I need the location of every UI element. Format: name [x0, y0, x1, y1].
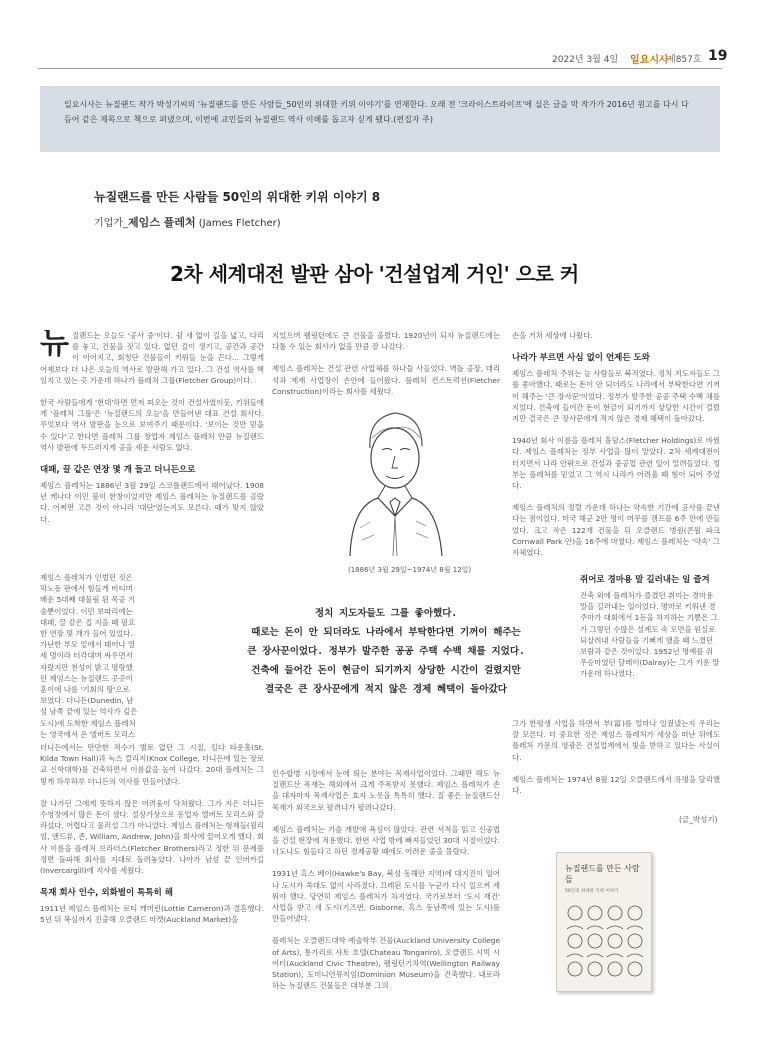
col1c-paragraph-1: 더니든에서는 만만한 적수가 별로 없던 그 시절, 킬다 타운홀(St. Kilda Town Hall)과 녹스 컬리지(Knox College, 더니든에 있는 장로교 신학대학)를 건축하면서 이름값을 높여 나갔다. 20대 플레처는 그렇게 하루하루 더니든의 역사를 만들어냈다. [40, 743, 264, 786]
article-headline: 2차 세계대전 발판 삼아 '건설업계 거인' 으로 커 [170, 262, 579, 286]
col3b-paragraph-2: 제임스 플레처는 1974년 8월 12일 오클랜드에서 유명을 달리했다. [512, 774, 720, 796]
section-heading-3: 나라가 부르면 사심 없이 언제든 도와 [512, 353, 650, 364]
book-subtitle: 50인의 위대한 키위 이야기 [565, 889, 619, 894]
byline-prefix: 기업가_ [94, 218, 128, 229]
drop-cap: 뉴 [40, 330, 69, 361]
portrait-caption: (1886년 3월 29일~1974년 8월 12일) [348, 566, 472, 574]
series-subtitle: 뉴질랜드를 만든 사람들 50인의 위대한 키위 이야기 8 [94, 190, 381, 204]
article-column-3-lower [512, 718, 720, 814]
col2b-paragraph-3: 1931년 혹스 베이(Hawke's Bay, 북섬 동해안 지역)에 대지진이 일어나 도시가 쑥대도 없이 사라졌다. 끄레된 도시를 누군가 다시 일으켜 세워야 했다. 당연히 제임스 플레처가 차지였다. 국가로부터 '도시 재건' 사업을 받고 새 도시(기즈번, Gisborne, 혹스 동남쪽에 있는 도시)를 만들어냈다. [272, 869, 500, 924]
article-column-2-lower [272, 768, 500, 1038]
col3-paragraph-2: 1940년 회사 이름을 플레처 홀딩스(Fletcher Holdings)로 바꿨다. 제임스 플레처는 정부 사업을 많이 맡았다. 2차 세계대전이 터지면서 나라 안팎으로 건설과 중공업 관련 일이 밀려들었다. 정부는 플레처를 믿었고 그 역시 나라가 어려울 때 힘이 되어 주었다. [512, 436, 720, 491]
issue-number: 제857호 [667, 55, 702, 65]
col1-paragraph-1: 질랜드는 오늘도 '공사 중'이다. 쉼 새 없이 길을 넓고, 다리를 놓고, 건물을 짓고 있다. 없던 길이 생기고, 공간과 공간이 이어지고, 회청단 건물들이 키워들 눈을 끈다... 그렇게 어제보다 더 나은 오늘의 역사로 발판해 가고 있다. 그 건설 역사를 핵임지고 있는 곳 가운데 하나가 플레처 그룹(Fletcher Group)이다. [40, 331, 264, 385]
col1c-paragraph-2: 잘 나가던 그에게 뜻하지 않은 어려움이 닥쳐왔다. 그가 지은 더니든 수영장에서 많은 돈이 샜다. 설상가상으로 동업자 엘버트 모리스와 갈라섰다. 어렵다고 물러설 그가 아니었다. 제임스 플레처는 형제들(윌리엄, 앤드류, 존, William, Andrew, John)을 회사에 끌어오게 했다. 회사 이름을 플레처 브라더스(Fletcher Brothers)라고 정한 뒤 문제를 정면 돌파해 회사를 지대로 돌려놓았다. 나아가 남섬 끝 인버카길(Invercargill)에 지사를 세웠다. [40, 798, 264, 876]
col2b-paragraph-4: 플레처는 오클랜드대학 예술학부 건물(Auckland University College of Arts), 통가리로 샤토 호텔(Chateau Tongariro), 오클랜드 시빅 시어터(Auckland Civic Theatre), 웰링턴기차역(Wellington Railway Station), 도미니언뮤지엄(Dominion Museum)을 건축했다. 내로라하는 뉴질랜드 건물들은 대부분 그의 [272, 936, 500, 991]
section-heading-4: 쥐어로 경마용 말 길러내는 일 즐겨 [580, 575, 710, 585]
pull-quote-line-3: 큰 장사꾼이었다. 정부가 발주한 공공 주택 수백 채를 지었다. [247, 646, 525, 657]
article-column-1-lower [40, 742, 264, 1042]
col3-paragraph-1: 제임스 플레처 주위는 늘 사람들로 북적였다. 정치 지도자들도 그를 좋아했다. 때로는 돈이 안 되더라도 나라에서 부탁한다면 기꺼이 해주는 '큰 장사꾼'이었다. 정부가 발주한 공공 주택 수백 채를 지었다. 건축에 들어간 돈이 현금이 되기까지 상당한 시간이 걸렸지만 결국은 큰 장사꾼에게 적지 않은 경제 혜택이 돌아갔다. [512, 369, 720, 424]
article-column-1 [40, 330, 264, 572]
col3b-paragraph-1: 그가 한평생 사업을 하면서 부(富)를 얼마나 일궜냈는지 우리는 잘 모른다. 더 중요한 것은 제임스 플레처가 세상을 떠난 뒤에도 플레처 가문의 영광은 건설업계에서 빛을 받하고 있다는 사실이다. [512, 719, 720, 762]
byline-name: 제임스 플레처 [127, 216, 196, 229]
book-title: 뉴질랜드를 만든 사람들 [565, 864, 640, 884]
article-column-1-narrow: 제임스 플레처가 인벌던 것은 막노동 판에서 힘들게 버티며 배운 5대째 대물림 된 목공 기술뿐이었다. 이민 보따리에는 대패, 끌 같은 집 지을 때 필요한 연장 몇 개가 들어 있었다. 가난한 부모 밑에서 태어나 열세 명이라 터각대며 싸우면서 자랐지만 천성이 밝고 명랑했던 제임스는 뉴질랜드 곳곳이 훈이에 나를 '기회의 땅'으로 보였다. 더니든(Dunedin, 남섬 남쪽 끝에 있는 역사가 깊은 도시)에 도착한 제임스 플레처는 영국에서 온 엘버트 모리스 [40, 573, 138, 739]
article-column-3 [512, 330, 720, 566]
col2b-paragraph-2: 제임스 플레처는 기술 개발에 욕심이 많았다. 관련 서적을 읽고 신공법을 건설 현장에 적용했다. 한번 사업 밖에 빠져들었던 30대 시절이었다. 너도나도 힘들다고 하던 경제공황 때에도 어려운 줄을 몰랐다. [272, 824, 500, 857]
col3-paragraph-3: 제임스 플레처의 정렬 가운데 하나는 약속한 기간에 공사를 끝낸다는 점이었다. 미국 해군 2만 명이 머무를 캠프를 6주 만에 만들었다. 크고 작은 122개 건물을 뒤 오클랜드 병원(콘월 파크 Cornwall Park 안)을 16주에 마쳤다. 제임스 플레처는 '약속' 그 자체였다. [512, 503, 720, 558]
pull-quote-line-4: 건축에 들어간 돈이 현금이 되기까지 상당한 시간이 걸렸지만 [251, 665, 521, 676]
section-heading-2: 목재 회사 인수, 외화벌이 톡톡히 해 [40, 888, 173, 899]
col3c-paragraph-1: 건축 외에 플레처가 즐겼던 취미는 경마용 말을 길러내는 일이었다. 명마로 키워낸 경주마가 대회에서 1등을 차지하는 기쁨은 그가 그렇던 수많은 설계도 속 모먼을 원실로 되살려내 사람들을 기뻐게 했을 때 느꼈던 보람과 같은 것이었다. 1952년 명예를 쥐 우승마였던 달레이(Dalray)는 그가 키운 말 가운데 하나였다. [580, 591, 720, 679]
pull-quote-line-1: 정치 지도자들도 그를 좋아했다. [314, 608, 458, 619]
portrait-sketch [330, 398, 460, 556]
newspaper-name: 일요시사 [630, 55, 669, 66]
byline-english: (James Fletcher) [198, 218, 281, 229]
pull-quote-line-2: 때로는 돈이 안 되더라도 나라에서 부탁한다면 기꺼이 해주는 [251, 627, 521, 638]
author-credit: (글_박성기) [679, 815, 718, 824]
col1-paragraph-3: 제임스 플레처는 1886년 3월 29일 스코틀랜드에서 태어났다. 1908년 캐나다 이민 붐이 한창이었지만 제임스 플레처는 뉴질랜드를 골랐다. 어쩌면 고른 것이 아니라 '대단'였는지도 모른다. 때가 맞지 않았다. [40, 481, 264, 524]
byline [94, 214, 281, 230]
col3-paragraph-0: 손을 거쳐 세상에 나왔다. [512, 331, 593, 340]
page-number: 19 [708, 48, 728, 64]
pull-quote-line-5: 결국은 큰 장사꾼에게 적지 않은 경제 혜택이 돌아갔다 [265, 684, 507, 695]
book-cover-image [556, 852, 652, 992]
col1c-paragraph-3: 1911년 제임스 플레처는 로티 캐머런(Lottie Cameron)과 결혼했다. 5년 뒤 복심까지 진출해 오클랜드 마켓(Auckland Market)을 [40, 904, 264, 925]
col2-paragraph-2: 제임스 플레처는 건설 관련 사업체를 하나둘 사들었다. 벽돌 공장, 대리석과 제재 사업장이 손안에 들어왔다. 플레처 컨스트럭션(Fletcher Construction)이라는 회사를 세웠다. [272, 364, 500, 396]
article-column-2 [272, 330, 500, 400]
col2-paragraph-1: 지었으며 웰링턴에도 큰 건물을 올렸다. 1920년이 되자 뉴질랜드에는 다툴 수 있는 회사가 없을 만큼 잘 나갔다. [272, 331, 500, 352]
col2b-paragraph-1: 인수합병 시장에서 눈에 띄는 분야는 목재사업이었다. 그때만 해도 뉴질랜드산 목재는 해외에서 크게 주목받지 못했다. 제임스 플레처가 손을 대자마자 목재사업은 효자 노릇을 톡톡히 했다. 질 좋은 뉴질랜드산 목재가 외국으로 팔려나가 팔려나갔다. [272, 769, 500, 812]
issue-date: 2022년 3월 4일 [552, 55, 619, 65]
section-heading-1: 대패, 끌 같은 연장 몇 개 들고 더니든으로 [40, 465, 196, 476]
col1-paragraph-2: 한국 사람들에게 '현대'하면 먼저 떠오는 것이 건설사였이듯, 키위들에게 '플레처 그룹'은 '뉴질랜드의 오늘'을 만들어낸 대표 건설 회사다. 무엇보다 역사 발판을 눈으로 보여주기 때문이다. '보이는 것만 믿을 수 있다'고 한다면 플레처 그룹 창업자 제임스 플레처 만큼 뉴질랜드 역사 발판에 두드러지게 공을 세운 사람도 없다. [40, 398, 264, 452]
editor-intro-box: 일요시사는 뉴질랜드 작가 박성기씨의 '뉴질랜드를 만든 사람들_50인의 위대한 키위 이야기'를 연재한다. 오래 전 '크라이스트라이프'에 실은 글을 막 작가가 2016년 원고를 다시 다듬어 같은 제목으로 책으로 펴냈으며, 이번에 교민들의 뉴질랜드 역사 이해를 돕고자 싣게 됐다.(편집자 주) [40, 86, 720, 152]
pull-quote [196, 604, 576, 699]
book-cover-portraits [563, 901, 647, 987]
header-divider [38, 68, 722, 69]
